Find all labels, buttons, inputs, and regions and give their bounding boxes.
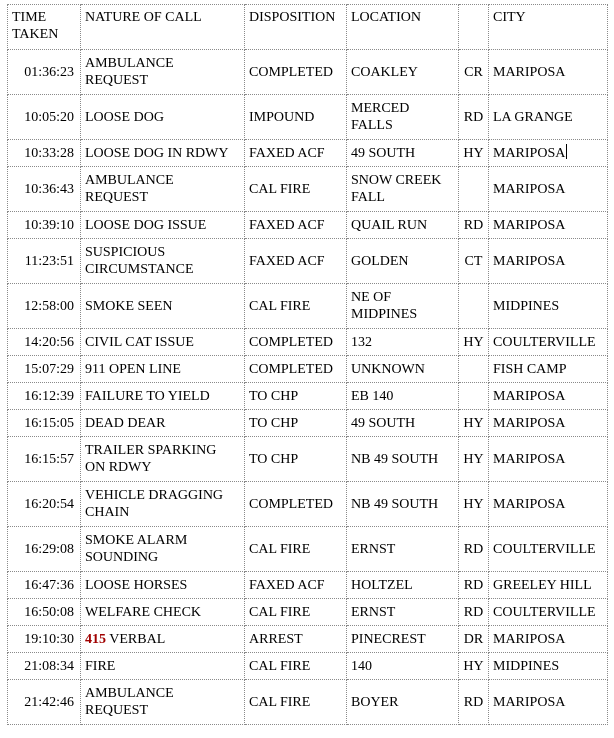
- header-city: CITY: [489, 5, 608, 50]
- header-time-taken: TIME TAKEN: [8, 5, 81, 50]
- cell-disposition: FAXED ACF: [245, 212, 347, 239]
- nature-text: LOOSE DOG IN RDWY: [85, 145, 229, 161]
- table-row: [8, 383, 608, 410]
- cell-nature-of-call: [81, 356, 245, 383]
- nature-text: TRAILER SPARKING ON RDWY: [85, 443, 217, 475]
- table-row: [8, 527, 608, 572]
- cell-time-taken: 10:05:20: [8, 95, 81, 140]
- cell-street-suffix: RD: [459, 527, 489, 572]
- cell-disposition: FAXED ACF: [245, 239, 347, 284]
- cell-location: PINECREST: [347, 626, 459, 653]
- cell-city: [489, 329, 608, 356]
- table-row: [8, 167, 608, 212]
- table-row: [8, 626, 608, 653]
- cell-time-taken: 01:36:23: [8, 50, 81, 95]
- cell-disposition: CAL FIRE: [245, 653, 347, 680]
- cell-location: NB 49 SOUTH: [347, 482, 459, 527]
- city-text: MARIPOSA: [493, 146, 566, 161]
- table-row: [8, 95, 608, 140]
- call-log-body: [8, 50, 608, 725]
- cell-location: NB 49 SOUTH: [347, 437, 459, 482]
- nature-text: FAILURE TO YIELD: [85, 388, 210, 404]
- cell-location: 132: [347, 329, 459, 356]
- cell-time-taken: 16:15:57: [8, 437, 81, 482]
- cell-street-suffix: HY: [459, 437, 489, 482]
- cell-nature-of-call: [81, 680, 245, 725]
- nature-text: VERBAL: [109, 631, 166, 647]
- cell-nature-of-call: [81, 329, 245, 356]
- city-text: FISH CAMP: [493, 361, 567, 377]
- cell-location: COAKLEY: [347, 50, 459, 95]
- header-location: LOCATION: [347, 5, 459, 50]
- cell-city: [489, 410, 608, 437]
- cell-nature-of-call: [81, 437, 245, 482]
- nature-text: VEHICLE DRAGGING CHAIN: [85, 488, 224, 520]
- cell-location: MERCED FALLS: [347, 95, 459, 140]
- cell-city: [489, 95, 608, 140]
- city-text: MARIPOSA: [493, 217, 566, 233]
- nature-text: SMOKE SEEN: [85, 298, 173, 314]
- cell-nature-of-call: [81, 95, 245, 140]
- nature-text: LOOSE HORSES: [85, 577, 188, 593]
- city-text: COULTERVILLE: [493, 541, 596, 557]
- cell-street-suffix: HY: [459, 329, 489, 356]
- header-suffix: [459, 5, 489, 50]
- cell-disposition: CAL FIRE: [245, 680, 347, 725]
- city-text: MARIPOSA: [493, 253, 566, 269]
- cell-street-suffix: CR: [459, 50, 489, 95]
- cell-street-suffix: RD: [459, 572, 489, 599]
- cell-city: [489, 212, 608, 239]
- nature-text: FIRE: [85, 658, 116, 674]
- cell-city: [489, 50, 608, 95]
- cell-location: SNOW CREEK FALL: [347, 167, 459, 212]
- header-nature-of-call: NATURE OF CALL: [81, 5, 245, 50]
- cell-disposition: COMPLETED: [245, 356, 347, 383]
- cell-time-taken: 14:20:56: [8, 329, 81, 356]
- cell-street-suffix: HY: [459, 140, 489, 167]
- cell-nature-of-call: [81, 653, 245, 680]
- cell-time-taken: 10:39:10: [8, 212, 81, 239]
- cell-street-suffix: [459, 284, 489, 329]
- cell-location: UNKNOWN: [347, 356, 459, 383]
- cell-nature-of-call: [81, 140, 245, 167]
- cell-street-suffix: RD: [459, 599, 489, 626]
- city-text: MARIPOSA: [493, 631, 566, 647]
- cell-nature-of-call: [81, 410, 245, 437]
- city-text: MARIPOSA: [493, 415, 566, 431]
- cell-street-suffix: HY: [459, 410, 489, 437]
- cell-location: QUAIL RUN: [347, 212, 459, 239]
- cell-city: [489, 599, 608, 626]
- cell-disposition: CAL FIRE: [245, 284, 347, 329]
- cell-time-taken: 10:33:28: [8, 140, 81, 167]
- cell-city: [489, 356, 608, 383]
- table-row: [8, 482, 608, 527]
- cell-disposition: CAL FIRE: [245, 527, 347, 572]
- table-row: [8, 599, 608, 626]
- cell-city: [489, 167, 608, 212]
- cell-time-taken: 16:47:36: [8, 572, 81, 599]
- nature-text: CIVIL CAT ISSUE: [85, 334, 194, 350]
- nature-code: 415: [85, 631, 106, 647]
- city-text: MARIPOSA: [493, 451, 566, 467]
- cell-city: [489, 284, 608, 329]
- table-row: [8, 653, 608, 680]
- cell-time-taken: 16:12:39: [8, 383, 81, 410]
- city-text: MARIPOSA: [493, 388, 566, 404]
- cell-disposition: CAL FIRE: [245, 599, 347, 626]
- cell-disposition: FAXED ACF: [245, 140, 347, 167]
- cell-time-taken: 16:15:05: [8, 410, 81, 437]
- cell-city: [489, 383, 608, 410]
- table-row: [8, 329, 608, 356]
- nature-text: AMBULANCE REQUEST: [85, 173, 174, 205]
- cell-time-taken: 10:36:43: [8, 167, 81, 212]
- cell-city: [489, 140, 608, 167]
- cell-location: GOLDEN: [347, 239, 459, 284]
- cell-street-suffix: RD: [459, 95, 489, 140]
- cell-nature-of-call: [81, 527, 245, 572]
- cell-nature-of-call: [81, 50, 245, 95]
- cell-nature-of-call: [81, 599, 245, 626]
- table-row: [8, 356, 608, 383]
- cell-city: [489, 680, 608, 725]
- nature-text: 911 OPEN LINE: [85, 361, 181, 377]
- cell-city: [489, 653, 608, 680]
- cell-disposition: ARREST: [245, 626, 347, 653]
- city-text: GREELEY HILL: [493, 577, 592, 593]
- nature-text: LOOSE DOG ISSUE: [85, 217, 207, 233]
- cell-time-taken: 16:20:54: [8, 482, 81, 527]
- cell-street-suffix: DR: [459, 626, 489, 653]
- table-row: [8, 680, 608, 725]
- cell-street-suffix: [459, 356, 489, 383]
- cell-nature-of-call: [81, 383, 245, 410]
- cell-street-suffix: [459, 383, 489, 410]
- cell-city: [489, 626, 608, 653]
- cell-disposition: TO CHP: [245, 383, 347, 410]
- cell-nature-of-call: [81, 284, 245, 329]
- city-text: MIDPINES: [493, 658, 560, 674]
- table-row: [8, 284, 608, 329]
- nature-text: AMBULANCE REQUEST: [85, 686, 174, 718]
- cell-location: EB 140: [347, 383, 459, 410]
- table-row: [8, 50, 608, 95]
- cell-location: HOLTZEL: [347, 572, 459, 599]
- table-row: [8, 437, 608, 482]
- call-log-table: [7, 4, 608, 725]
- header-row: [8, 5, 608, 50]
- cell-location: NE OF MIDPINES: [347, 284, 459, 329]
- cell-location: ERNST: [347, 527, 459, 572]
- cell-nature-of-call: [81, 572, 245, 599]
- cell-location: 49 SOUTH: [347, 140, 459, 167]
- table-row: [8, 239, 608, 284]
- cell-time-taken: 21:42:46: [8, 680, 81, 725]
- cell-city: [489, 239, 608, 284]
- city-text: MARIPOSA: [493, 694, 566, 710]
- cell-nature-of-call: [81, 482, 245, 527]
- cell-city: [489, 437, 608, 482]
- cell-street-suffix: [459, 167, 489, 212]
- cell-time-taken: 15:07:29: [8, 356, 81, 383]
- city-text: COULTERVILLE: [493, 604, 596, 620]
- cell-disposition: CAL FIRE: [245, 167, 347, 212]
- cell-disposition: COMPLETED: [245, 50, 347, 95]
- cell-location: BOYER: [347, 680, 459, 725]
- nature-text: SMOKE ALARM SOUNDING: [85, 533, 188, 565]
- cell-nature-of-call: [81, 167, 245, 212]
- cell-street-suffix: RD: [459, 680, 489, 725]
- cell-time-taken: 19:10:30: [8, 626, 81, 653]
- cell-time-taken: 16:50:08: [8, 599, 81, 626]
- header-disposition: DISPOSITION: [245, 5, 347, 50]
- text-cursor: [566, 144, 567, 159]
- cell-city: [489, 482, 608, 527]
- cell-street-suffix: RD: [459, 212, 489, 239]
- table-row: [8, 140, 608, 167]
- cell-time-taken: 12:58:00: [8, 284, 81, 329]
- cell-disposition: FAXED ACF: [245, 572, 347, 599]
- cell-disposition: COMPLETED: [245, 329, 347, 356]
- city-text: MIDPINES: [493, 298, 560, 314]
- cell-location: ERNST: [347, 599, 459, 626]
- nature-text: DEAD DEAR: [85, 415, 166, 431]
- city-text: COULTERVILLE: [493, 334, 596, 350]
- table-row: [8, 572, 608, 599]
- city-text: LA GRANGE: [493, 109, 573, 125]
- cell-location: 140: [347, 653, 459, 680]
- cell-city: [489, 572, 608, 599]
- cell-street-suffix: HY: [459, 653, 489, 680]
- table-row: [8, 212, 608, 239]
- cell-disposition: TO CHP: [245, 437, 347, 482]
- cell-time-taken: 16:29:08: [8, 527, 81, 572]
- nature-text: AMBULANCE REQUEST: [85, 56, 174, 88]
- city-text: MARIPOSA: [493, 181, 566, 197]
- cell-location: 49 SOUTH: [347, 410, 459, 437]
- cell-street-suffix: CT: [459, 239, 489, 284]
- cell-time-taken: 21:08:34: [8, 653, 81, 680]
- cell-time-taken: 11:23:51: [8, 239, 81, 284]
- cell-city: [489, 527, 608, 572]
- table-row: [8, 410, 608, 437]
- nature-text: WELFARE CHECK: [85, 604, 202, 620]
- nature-text: SUSPICIOUS CIRCUMSTANCE: [85, 245, 194, 277]
- city-text: MARIPOSA: [493, 496, 566, 512]
- cell-disposition: TO CHP: [245, 410, 347, 437]
- city-text: MARIPOSA: [493, 64, 566, 80]
- cell-disposition: IMPOUND: [245, 95, 347, 140]
- cell-nature-of-call: [81, 626, 245, 653]
- nature-text: LOOSE DOG: [85, 109, 164, 125]
- cell-street-suffix: HY: [459, 482, 489, 527]
- cell-disposition: COMPLETED: [245, 482, 347, 527]
- cell-nature-of-call: [81, 239, 245, 284]
- cell-nature-of-call: [81, 212, 245, 239]
